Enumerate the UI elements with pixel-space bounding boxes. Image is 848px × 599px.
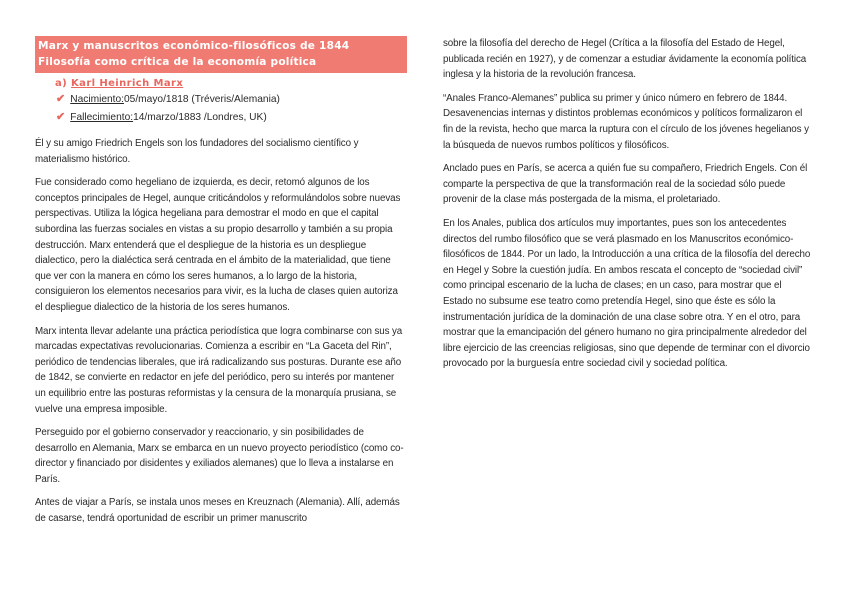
paragraph: Él y su amigo Friedrich Engels son los fundadores del socialismo científico y materialismo histórico. bbox=[35, 138, 359, 165]
paragraph: Anclado pues en París, se acerca a quién fue su compañero, Friedrich Engels. Con él comparte la perspectiva de que la transformación real de la sociedad sólo puede provenir de la clase más postergada de la misma, el proletariado. bbox=[443, 163, 808, 206]
paragraph: “Anales Franco-Alemanes” publica su primer y único número en febrero de 1844. Desavenencias internas y distintos problemas económicos y políticos formalizaron el fin de la revista, hecho que marca la ruptura con el círculo de los jóvenes hegelianos y la búsqueda de nuevos rumbos políticos y filosóficos. bbox=[443, 92, 809, 151]
paragraph: sobre la filosofía del derecho de Hegel (Crítica a la filosofía del Estado de Hegel, publicada recién en 1927), y de comenzar a estudiar ávidamente la economía política inglesa y la historia de la revolución francesa. bbox=[443, 38, 807, 81]
right-column bbox=[443, 36, 813, 380]
paragraph: Antes de viajar a París, se instala unos meses en Kreuznach (Alemania). Allí, además de casarse, tendrá oportunidad de escribir un primer manuscrito bbox=[35, 497, 400, 525]
bullet-key: Nacimiento: bbox=[70, 94, 125, 105]
paragraph: Marx intenta llevar adelante una práctica periodística que logra combinarse con sus ya marcadas expectativas revolucionarias. Comienza a escribir en “La Gaceta del Rin”, periódico de tendencias liberales, que irá radicalizando sus posturas. Durante ese año de 1842, se convierte en redactor en jefe del periódico, pero su interés por mantener un equilibrio entre las posturas reformistas y la censura de la monarquía prusiana, se vuelve una empresa imposible. bbox=[35, 325, 403, 415]
bullet-value: 05/mayo/1818 (Tréveris/Alemania) bbox=[124, 94, 280, 105]
left-column bbox=[35, 36, 407, 535]
paragraph: Perseguido por el gobierno conservador y reaccionario, y sin posibilidades de desarrollo en Alemania, Marx se embarca en un nuevo proyecto periodístico (como co-director y financiado por disidentes y exiliados alemanes) que lo lleva a instalarse en París. bbox=[35, 427, 404, 485]
paragraph: Fue considerado como hegeliano de izquierda, es decir, retomó algunos de los conceptos principales de Hegel, aunque criticándolos y reformulándolos sobre nuevas perspectivas. Utiliza la lógica hegeliana para demostrar el modo en que el capital subordina las fuerzas sociales en vistas a su propio desarrollo y también a su propia destrucción. Marx entenderá que el despliegue de la historia es un despliegue dialectico, pero la dialéctica será centrada en el ámbito de la materialidad, que tiene que ver con la manera en cómo los seres humanos, a lo largo de la historia, consiguieron los elementos necesarios para vivir, es la lucha de clases quien autoriza el despliegue dialectico de la historia de los seres humanos. bbox=[35, 177, 401, 313]
bullet-birth bbox=[56, 91, 407, 109]
page-subtitle: Filosofía como crítica de la economía política bbox=[38, 56, 317, 68]
paragraph: En los Anales, publica dos artículos muy importantes, pues son los antecedentes directos del rumbo filosófico que se verá plasmado en los Manuscritos económico-filosóficos de 1844. Por un lado, la Introducción a una crítica de la filosofía del derecho en Hegel y Sobre la cuestión judía. En ambos rescata el concepto de “sociedad civil” como principal escenario de la lucha de clases; en un caso, para mostrar que el Estado no subsume ese teatro como pretendía Hegel, sino que éste es sólo la instrumentación jurídica de la dominación de una clase sobre otra. Y en el otro, para mostrar que la emancipación del género humano no gira principalmente alrededor del libre ejercicio de las creencias religiosas, sino que depende de terminar con el divorcio provocado por la burguesía entre sociedad civil y sociedad política. bbox=[443, 217, 811, 370]
title-banner bbox=[35, 36, 407, 73]
bullet-death bbox=[56, 109, 407, 127]
bullet-key: Fallecimiento: bbox=[70, 111, 134, 123]
checkmark-icon: ✔ bbox=[56, 93, 66, 105]
checkmark-icon: ✔ bbox=[56, 110, 66, 123]
section-marker: a) bbox=[55, 78, 68, 89]
bullet-value: 14/marzo/1883 /Londres, UK) bbox=[133, 111, 267, 123]
section-heading-label: Karl Heinrich Marx bbox=[71, 78, 184, 89]
page-title: Marx y manuscritos económico-filosóficos de 1844 bbox=[38, 40, 350, 52]
section-heading bbox=[55, 77, 407, 91]
